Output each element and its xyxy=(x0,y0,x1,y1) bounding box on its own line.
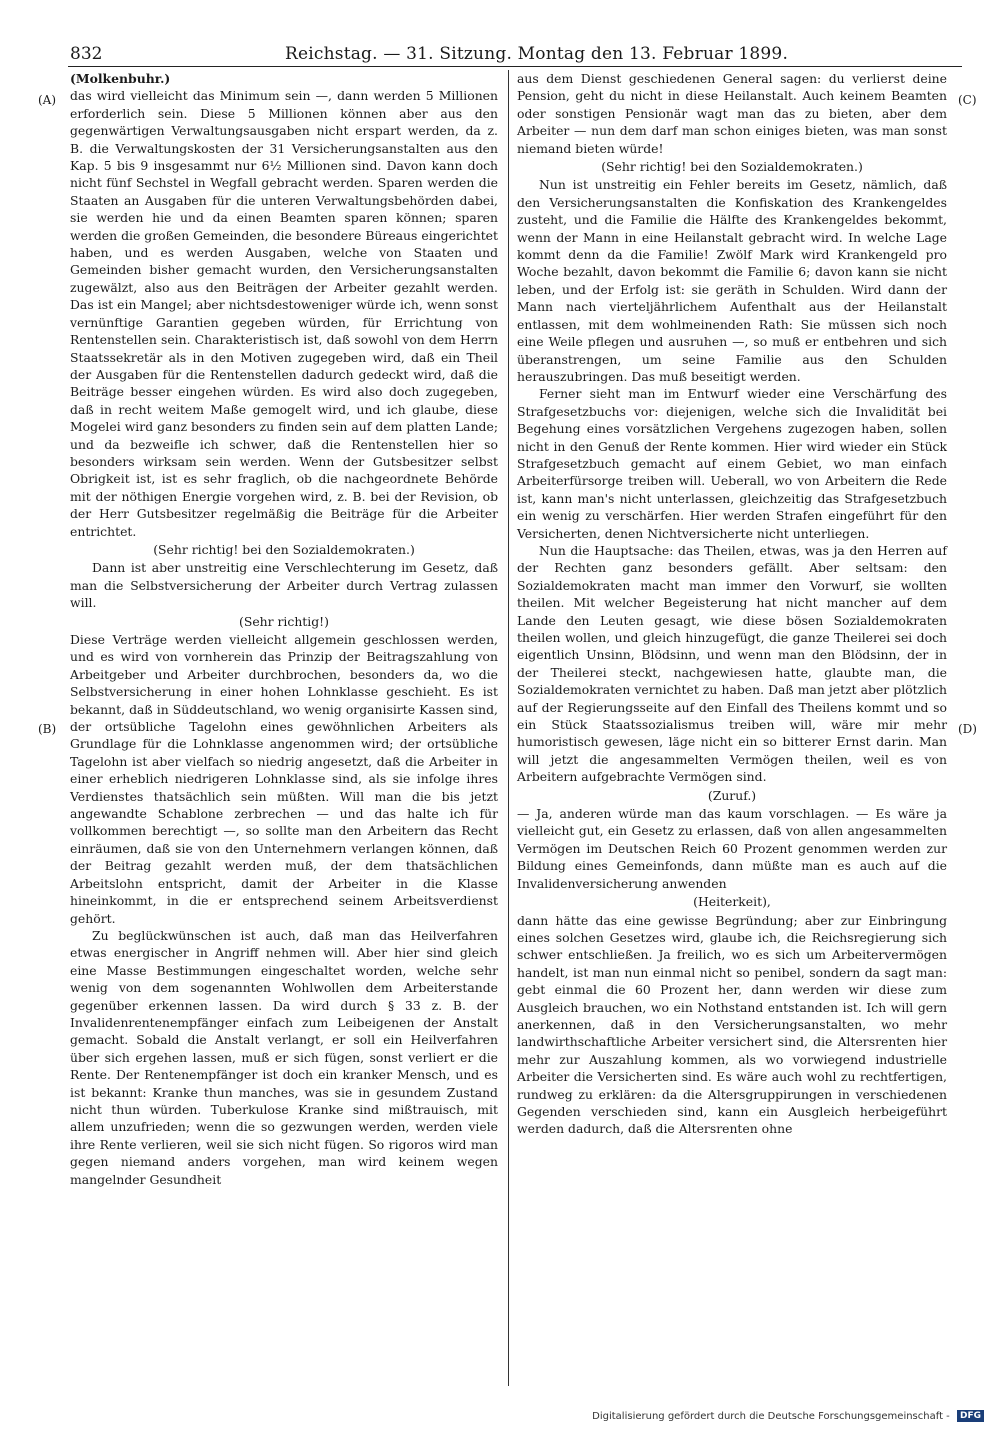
header-rule xyxy=(68,66,962,67)
right-column xyxy=(517,70,947,1138)
paragraph: Ferner sieht man im Entwurf wieder eine Verschärfung des Strafgesetzbuchs vor: diejenigen, welche sich die Invalidität bei Begehung eines vorsätzlichen Vergehens zugezogen haben, sollen nicht in den Genuß der Rente kommen. Hier wird wieder ein Stück Strafgesetzbuch gemacht auf einem Gebiet, wo man einfach Arbeiterfürsorge treiben will. Ueberall, wo von Arbeitern die Rede ist, kann man's nicht unterlassen, gleichzeitig das Strafgesetzbuch ein wenig zu verschärfen. Hier werden Strafen eingeführt für den Versicherten, denen Nichtversicherte nicht unterliegen. xyxy=(517,386,947,541)
paragraph: Dann ist aber unstreitig eine Verschlechterung im Gesetz, daß man die Selbstversicherung der Arbeiter durch Vertrag zulassen will. xyxy=(70,560,498,611)
paragraph: Nun die Hauptsache: das Theilen, etwas, was ja den Herren auf der Rechten ganz besonders gefällt. Aber seltsam: den Sozialdemokraten macht man immer den Vorwurf, sie wollten theilen. Mit welcher Begeisterung hat nicht mancher auf dem Lande den Leuten gesagt, wie diese bösen Sozialdemokraten theilen wollen, und gleich hinzugefügt, die ganze Theilerei sei doch eigentlich Unsinn, Blödsinn, und wenn man den Blödsinn, der in der Theilerei steckt, nachgewiesen hatte, glaubte man, die Sozialdemokraten vernichtet zu haben. Daß man jetzt aber plötzlich auf der Regierungsseite auf den Einfall des Theilens kommt und so ein Stück Staatssozialismus treiben will, wäre mir mehr humoristisch gewesen, läge nicht ein so bitterer Ernst darin. Man will jetzt die angesammelten Vermögen theilen, weil es von Arbeitern aufgebrachte Vermögen sind. xyxy=(517,542,947,785)
dfg-logo: DFG xyxy=(957,1410,984,1422)
paragraph: Diese Verträge werden vielleicht allgemein geschlossen werden, und es wird von vornherein das Prinzip der Beitragszahlung von Arbeitgeber und Arbeiter durchbrochen, besonders da, wo die Selbstversicherung in einer hohen Lohnklasse geschieht. Es ist bekannt, daß in Süddeutschland, wo wenig organisirte Kassen sind, der ortsübliche Tagelohn eines gewöhnlichen Arbeiters als Grundlage für die Lohnklasse angenommen wird; der ortsübliche Tagelohn ist aber vielfach so niedrig angesetzt, daß die Arbeiter in einer erheblich niedrigeren Lohnklasse sind, als sie infolge ihres Verdienstes thatsächlich sein müßten. Will man die bis jetzt angewandte Schablone zerbrechen — und das halte ich für vollkommen berechtigt —, so sollte man den Arbeitern das Recht einräumen, daß sie von den Unternehmern verlangen können, daß der Beitrag gezahlt werden muß, der dem thatsächlichen Arbeitslohn entspricht, damit der Arbeiter in die Klasse hineinkommt, in die er entsprechend seinem Arbeitsverdienst gehört. xyxy=(70,632,498,926)
paragraph: dann hätte das eine gewisse Begründung; aber zur Einbringung eines solchen Gesetzes wird, glaube ich, die Reichsregierung sich schwer entschließen. Ja freilich, wo es sich um Arbeitervermögen handelt, ist man nun einmal nicht so penibel, sondern da sagt man: gebt einmal die 60 Prozent her, dann werden wir diese zum Ausgleich brauchen, wo ein Nothstand entstanden ist. Ich will gern anerkennen, daß in den Versicherungsanstalten, wo mehr landwirthschaftliche Arbeiter versichert sind, die Altersrenten hier mehr zur Auszahlung kommen, als wo vorwiegend industrielle Arbeiter die Versicherten sind. Es wäre auch wohl zu rechtfertigen, rundweg zu erklären: da die Altersgruppirungen in verschiedenen Gegenden verschieden sind, kann ein Ausgleich herbeigeführt werden dadurch, daß die Altersrenten ohne xyxy=(517,912,947,1137)
margin-mark-a: (A) xyxy=(38,93,57,107)
paragraph: Zu beglückwünschen ist auch, daß man das Heilverfahren etwas energischer in Angriff nehmen will. Aber hier sind gleich eine Masse Bestimmungen eingeschaltet worden, welche sehr wenig von dem sogenannten Wohlwollen dem Arbeiterstande gegenüber erkennen lassen. Da wird durch § 33 z. B. der Invalidenrentenempfänger einfach zum Leibeigenen der Anstalt gemacht. Sobald die Anstalt verlangt, er soll ein Heilverfahren über sich ergehen lassen, muß er sich fügen, sonst verliert er die Rente. Der Rentenempfänger ist doch ein kranker Mensch, und es ist bekannt: Kranke thun manches, was sie in gesundem Zustand nicht thun würden. Tuberkulose Kranke sind mißtrauisch, mit allem unzufrieden; wenn die so gezwungen werden, werden viele ihre Rente verlieren, weil sie sich nicht fügen. So rigoros wird man gegen niemand anders vorgehen, man wird keinem wegen mangelnder Gesundheit xyxy=(70,927,498,1187)
margin-mark-c: (C) xyxy=(958,93,977,107)
left-column xyxy=(70,70,498,1188)
paragraph: Nun ist unstreitig ein Fehler bereits im Gesetz, nämlich, daß den Versicherungsanstalten die Konfiskation des Krankengeldes zusteht, und die Familie die Hälfte des Krankengeldes bekommt, wenn der Mann in eine Heilanstalt gebracht wird. In welche Lage kommt denn da die Familie! Zwölf Mark wird Krankengeld pro Woche bezahlt, davon bekommt die Familie 6; davon kann sie nicht leben, und der Erfolg ist: sie geräth in Schulden. Wird dann der Mann nach vierteljährlichem Aufenthalt aus der Heilanstalt entlassen, mit dem wohlmeinenden Rath: Sie müssen sich noch eine Weile pflegen und ausruhen —, so muß er entbehren und sich überanstrengen, um seine Familie aus den Schulden herauszubringen. Das muß beseitigt werden. xyxy=(517,177,947,384)
interjection: (Zuruf.) xyxy=(707,787,757,803)
footer-text: Digitalisierung gefördert durch die Deutsche Forschungsgemeinschaft - xyxy=(592,1411,950,1422)
paragraph: — Ja, anderen würde man das kaum vorschlagen. — Es wäre ja vielleicht gut, ein Gesetz zu erlassen, daß von allen angesammelten Vermögen im Deutschen Reich 60 Prozent genommen werden zur Bildung eines Gemeinfonds, dann müßte man es auch auf die Invalidenversicherung anwenden xyxy=(517,806,947,891)
running-title: Reichstag. — 31. Sitzung. Montag den 13. Februar 1899. xyxy=(285,44,789,64)
margin-mark-b: (B) xyxy=(38,722,57,736)
paragraph: aus dem Dienst geschiedenen General sagen: du verlierst deine Pension, geht du nicht in diese Heilanstalt. Auch keinem Beamten oder sonstigen Pensionär wagt man das zu bieten, aber dem Arbeiter — nun dem darf man schon einiges bieten, was man sonst niemand bieten würde! xyxy=(517,71,947,156)
interjection: (Sehr richtig! bei den Sozialdemokraten.) xyxy=(153,541,415,557)
page-number: 832 xyxy=(70,44,103,64)
column-divider xyxy=(508,70,509,1386)
interjection: (Sehr richtig!) xyxy=(239,613,329,629)
margin-mark-d: (D) xyxy=(958,722,977,736)
speaker-name: (Molkenbuhr.) xyxy=(70,71,171,86)
interjection: (Heiterkeit), xyxy=(693,894,771,910)
paragraph: das wird vielleicht das Minimum sein —, dann werden 5 Millionen erforderlich sein. Diese 5 Millionen können aber aus den gegenwärtigen Verwaltungsausgaben nicht erspart werden, da z. B. die Verwaltungskosten der 31 Versicherungsanstalten aus den Kap. 5 bis 9 insgesammt nur 6½ Millionen sind. Davon kann doch nicht fünf Sechstel in Wegfall gebracht werden. Sparen werden die Staaten an Ausgaben für die unteren Verwaltungsbehörden dabei, sie werden hie und da einen Beamten sparen können; sparen werden die großen Gemeinden, die besondere Büreaus eingerichtet haben, und es werden Ausgaben, welche von Staaten und Gemeinden bisher gemacht wurden, den Versicherungsanstalten zugewälzt, also aus den Beiträgen der Arbeiter gezahlt werden. Das ist ein Mangel; aber nichtsdestoweniger würde ich, wenn sonst vernünftige Garantien gegeben würden, für Errichtung von Rentenstellen sein. Charakteristisch ist, daß sowohl von dem Herrn Staatssekretär als in den Motiven zugegeben wird, daß ein Theil der Ausgaben für die Rentenstellen dadurch gedeckt wird, daß die Beiträge besser eingehen würden. Es wird also doch zugegeben, daß in recht weitem Maße gemogelt wird, und ich glaube, diese Mogelei wird ganz besonders zu finden sein auf dem platten Lande; und da bezweifle ich schwer, daß die Rentenstellen hier so besonders wirksam sein werden. Wenn der Gutsbesitzer selbst Obrigkeit ist, ist es sehr fraglich, ob die nachgeordnete Behörde mit der nöthigen Energie vorgehen wird, z. B. bei der Revision, ob der Herr Gutsbesitzer regelmäßig die Beiträge für die Arbeiter entrichtet. xyxy=(70,88,498,539)
interjection: (Sehr richtig! bei den Sozialdemokraten.) xyxy=(601,159,863,175)
footer-credit xyxy=(592,1410,984,1422)
